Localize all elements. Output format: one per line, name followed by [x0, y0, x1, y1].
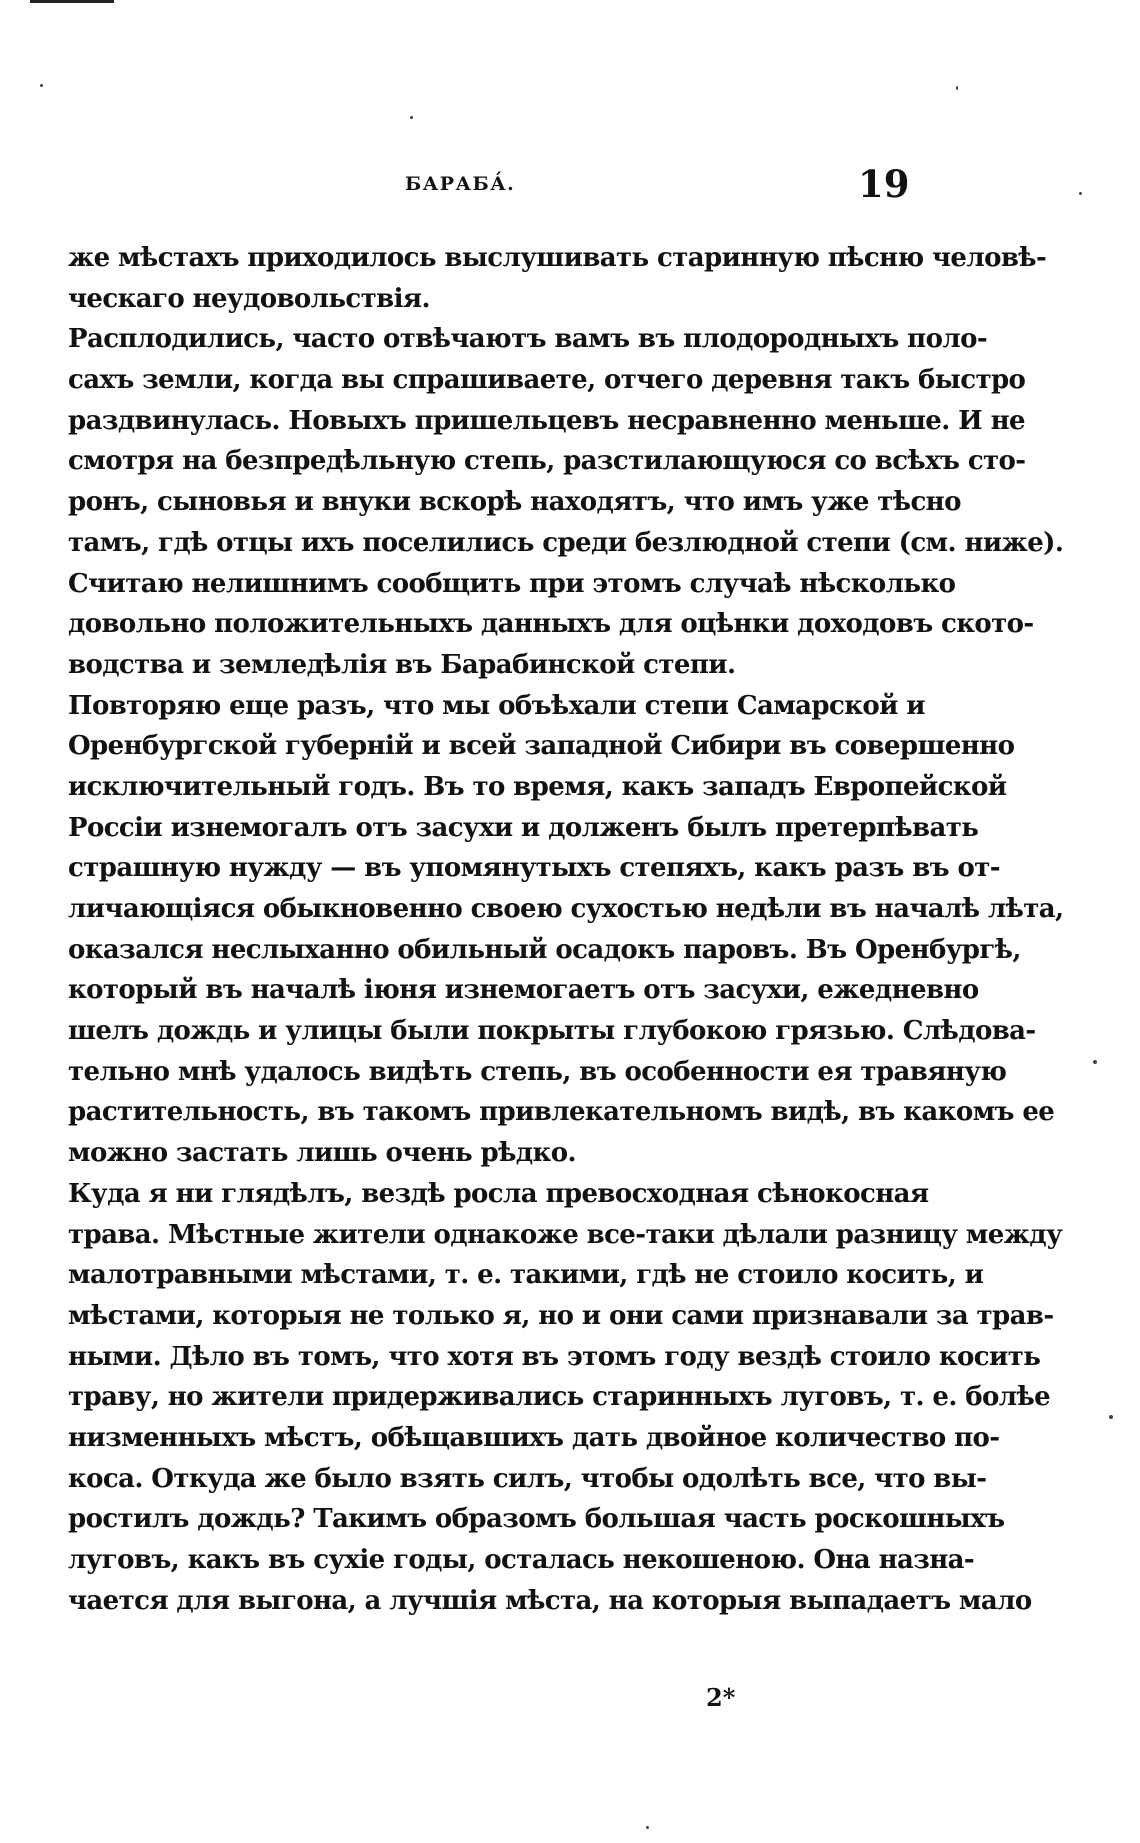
text-line: Расплодились, часто отвѣчаютъ вамъ въ плодородныхъ поло- — [68, 324, 988, 355]
text-line: низменныхъ мѣстъ, обѣщавшихъ дать двойное количество по- — [68, 1422, 1000, 1453]
text-line: Повторяю еще разъ, что мы объѣхали степи Самарской и — [68, 690, 925, 721]
scan-speck — [1109, 1415, 1113, 1419]
text-line: Куда я ни глядѣлъ, вездѣ росла превосходная сѣнокосная — [68, 1178, 929, 1209]
text-line: шелъ дождь и улицы были покрыты глубокою грязью. Слѣдова- — [68, 1016, 1036, 1047]
text-line: ростилъ дождь? Такимъ образомъ большая часть роскошныхъ — [68, 1504, 1005, 1535]
text-line: можно застать лишь очень рѣдко. — [68, 1138, 576, 1169]
text-line: Считаю нелишнимъ сообщить при этомъ случаѣ нѣсколько — [68, 568, 956, 599]
text-line: коса. Откуда же было взять силъ, чтобы одолѣть все, что вы- — [68, 1463, 987, 1494]
text-line: довольно положительныхъ данныхъ для оцѣнки доходовъ ското- — [68, 609, 1034, 640]
scan-speck — [646, 1826, 649, 1829]
scan-speck — [1079, 192, 1082, 195]
page-number: 19 — [858, 162, 910, 206]
text-line: раздвинулась. Новыхъ пришельцевъ несравненно меньше. И не — [68, 405, 1025, 436]
text-line: ческаго неудовольствія. — [68, 283, 430, 314]
text-line: оказался неслыханно обильный осадокъ паровъ. Въ Оренбургѣ, — [68, 934, 1021, 965]
text-line: смотря на безпредѣльную степь, разстилающуюся со всѣхъ сто- — [68, 446, 1026, 477]
running-head: БАРАБА́. — [405, 173, 516, 195]
text-line: луговъ, какъ въ сухіе годы, осталась некошеною. Она назна- — [68, 1545, 975, 1575]
scan-speck — [956, 86, 958, 90]
text-line: траву, но жители придерживались старинныхъ луговъ, т. е. болѣе — [68, 1382, 1051, 1413]
text-line: мѣстами, которыя не только я, но и они сами признавали за трав- — [68, 1300, 1054, 1331]
text-line: водства и земледѣлія въ Барабинской степи. — [68, 649, 736, 680]
text-line: ными. Дѣло въ томъ, что хотя въ этомъ году вездѣ стоило косить — [68, 1341, 1041, 1372]
scan-speck — [410, 116, 413, 119]
signature-mark: 2* — [706, 1683, 736, 1712]
text-line: растительность, въ такомъ привлекательномъ видѣ, въ какомъ ее — [68, 1097, 1055, 1128]
text-line: трава. Мѣстные жители однакоже все-таки дѣлали разницу между — [68, 1219, 1063, 1250]
text-line: ронъ, сыновья и внуки вскорѣ находятъ, что имъ уже тѣсно — [68, 487, 961, 518]
text-line: исключительный годъ. Въ то время, какъ западъ Европейской — [68, 771, 1007, 802]
text-line: же мѣстахъ приходилось выслушивать старинную пѣсню человѣ- — [68, 243, 1047, 273]
text-line: Россіи изнемогалъ отъ засухи и долженъ былъ претерпѣвать — [68, 812, 979, 843]
scan-speck — [40, 84, 43, 87]
text-line: сахъ земли, когда вы спрашиваете, отчего деревня такъ быстро — [68, 365, 1026, 396]
text-line: страшную нужду — въ упомянутыхъ степяхъ, какъ разъ въ от- — [68, 853, 1000, 884]
text-line: малотравными мѣстами, т. е. такими, гдѣ не стоило косить, и — [68, 1260, 984, 1291]
text-line: который въ началѣ іюня изнемогаетъ отъ засухи, ежедневно — [68, 975, 979, 1006]
text-line: личающіяся обыкновенно своею сухостью недѣли въ началѣ лѣта, — [68, 894, 1064, 924]
text-body — [68, 238, 1064, 1621]
text-line: Оренбургской губерній и всей западной Сибири въ совершенно — [68, 731, 1015, 762]
text-line: тамъ, гдѣ отцы ихъ поселились среди безлюдной степи (см. ниже). — [68, 527, 1064, 558]
scan-speck — [1093, 1060, 1097, 1064]
text-line: тельно мнѣ удалось видѣть степь, въ особенности ея травяную — [68, 1056, 1007, 1087]
top-rule — [30, 0, 114, 3]
text-line: чается для выгона, а лучшія мѣста, на которыя выпадаетъ мало — [68, 1585, 1032, 1616]
